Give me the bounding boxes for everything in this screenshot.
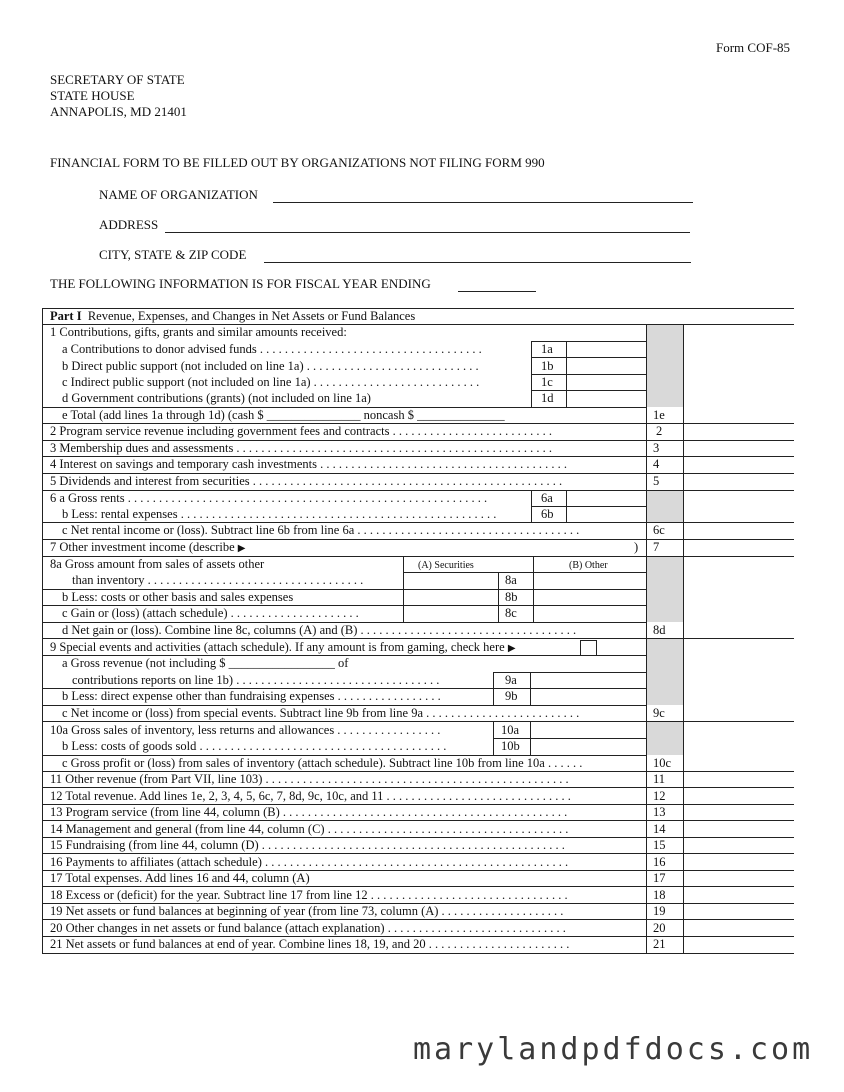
code-8a: 8a [505, 573, 517, 587]
col-header-other: (B) Other [569, 560, 608, 571]
row-10b: b Less: costs of goods sold . . . . . . . . . . . . . . . . . . . . . . . . . . . . . . . . . . . . . . . . [62, 739, 447, 753]
code-6a: 6a [541, 491, 553, 505]
code-9b: 9b [505, 689, 518, 703]
row-10a: 10a Gross sales of inventory, less returns and allowances . . . . . . . . . . . . . . . . . [50, 723, 441, 737]
row-15: 15 Fundraising (from line 44, column (D) . . . . . . . . . . . . . . . . . . . . . . . . . . . . . . . . . . . . . . . . . . . . . . . . . [50, 838, 565, 852]
gaming-checkbox[interactable] [580, 640, 597, 656]
row-20: 20 Other changes in net assets or fund balance (attach explanation) . . . . . . . . . . . . . . . . . . . . . . . . . . . . . [50, 921, 566, 935]
amount-9b[interactable] [531, 689, 646, 704]
code-1b: 1b [541, 359, 554, 373]
row-21: 21 Net assets or fund balances at end of year. Combine lines 18, 19, and 20 . . . . . . . . . . . . . . . . . . . . . . . [50, 937, 570, 951]
fiscal-label: THE FOLLOWING INFORMATION IS FOR FISCAL YEAR ENDING [50, 276, 431, 291]
row-9a: a Gross revenue (not including $ _________________ of [62, 656, 349, 670]
line-code-18: 18 [653, 888, 666, 902]
row-9b: b Less: direct expense other than fundraising expenses . . . . . . . . . . . . . . . . . [62, 689, 441, 703]
line-code-9c: 9c [653, 706, 665, 720]
row-1c: c Indirect public support (not included on line 1a) . . . . . . . . . . . . . . . . . . . . . . . . . . . [62, 375, 480, 389]
code-10b: 10b [501, 739, 520, 753]
fiscal-field[interactable] [458, 291, 536, 292]
row-8a: 8a Gross amount from sales of assets other [50, 557, 265, 571]
row-9-label: 9 Special events and activities (attach schedule). If any amount is from gaming, check here [50, 640, 505, 654]
line-code-13: 13 [653, 805, 666, 819]
row-11: 11 Other revenue (from Part VII, line 103) . . . . . . . . . . . . . . . . . . . . . . . . . . . . . . . . . . . . . . . . . . . . . . . . . [50, 772, 569, 786]
code-1d: 1d [541, 391, 554, 405]
row-1d: d Government contributions (grants) (not included on line 1a) [62, 391, 371, 405]
line-code-19: 19 [653, 904, 666, 918]
arrow-right-icon: ▶ [507, 643, 516, 654]
col-header-securities: (A) Securities [418, 560, 474, 571]
part1-title: Revenue, Expenses, and Changes in Net Assets or Fund Balances [87, 309, 416, 323]
line-code-15: 15 [653, 838, 666, 852]
line-code-12: 12 [653, 789, 666, 803]
amount-6a[interactable] [567, 491, 646, 506]
code-10a: 10a [501, 723, 520, 737]
line-code-10c: 10c [653, 756, 672, 770]
row-6c: c Net rental income or (loss). Subtract line 6b from line 6a . . . . . . . . . . . . . . . . . . . . . . . . . . . . . . . . . . . . [62, 523, 580, 537]
row-7-label: 7 Other investment income (describe [50, 540, 235, 554]
row-5: 5 Dividends and interest from securities . . . . . . . . . . . . . . . . . . . . . . . . . . . . . . . . . . . . . . . . . . . . . . . . . . [50, 474, 563, 488]
row-1: 1 Contributions, gifts, grants and similar amounts received: [50, 325, 347, 339]
amount-1d[interactable] [567, 391, 646, 406]
line-code-8d: 8d [653, 623, 666, 637]
part1-label: Part I [50, 309, 82, 323]
address-label: ADDRESS [99, 217, 159, 232]
row-8a-cont: than inventory . . . . . . . . . . . . . . . . . . . . . . . . . . . . . . . . . . . [72, 573, 364, 587]
address-field[interactable] [165, 232, 690, 233]
address-line-3: ANNAPOLIS, MD 21401 [50, 104, 187, 119]
row-3: 3 Membership dues and assessments . . . . . . . . . . . . . . . . . . . . . . . . . . . . . . . . . . . . . . . . . . . . . . . . . . . [50, 441, 553, 455]
city-field[interactable] [264, 262, 691, 263]
city-label: CITY, STATE & ZIP CODE [99, 247, 247, 262]
part1-heading [50, 308, 415, 324]
line-code-11: 11 [653, 772, 666, 786]
line-code-3: 3 [653, 441, 660, 455]
line-code-7: 7 [653, 540, 660, 554]
code-6b: 6b [541, 507, 554, 521]
line-code-5: 5 [653, 474, 660, 488]
amount-1c[interactable] [567, 375, 646, 390]
line-code-2: 2 [656, 424, 663, 438]
row-7 [50, 539, 246, 557]
amount-8a-other[interactable] [534, 573, 646, 588]
line-code-1e: 1e [653, 408, 665, 422]
row-7-close: ) [634, 540, 639, 554]
row-6a: 6 a Gross rents . . . . . . . . . . . . . . . . . . . . . . . . . . . . . . . . . . . . . . . . . . . . . . . . . . . . . . . . . . [50, 491, 488, 505]
row-10c: c Gross profit or (loss) from sales of inventory (attach schedule). Subtract line 10b from line 10a . . . . . . [62, 756, 583, 770]
code-9a: 9a [505, 673, 517, 687]
form-id: Form COF-85 [716, 40, 791, 55]
line-code-20: 20 [653, 921, 666, 935]
amount-8a-securities[interactable] [404, 573, 498, 588]
row-9a-cont: contributions reports on line 1b) . . . . . . . . . . . . . . . . . . . . . . . . . . . . . . . . . [72, 673, 440, 687]
row-4: 4 Interest on savings and temporary cash investments . . . . . . . . . . . . . . . . . . . . . . . . . . . . . . . . . . . . . . . . [50, 457, 567, 471]
code-1c: 1c [541, 375, 553, 389]
line-code-21: 21 [653, 937, 666, 951]
line-code-4: 4 [653, 457, 660, 471]
amount-10a[interactable] [531, 723, 646, 738]
code-1a: 1a [541, 342, 553, 356]
arrow-right-icon: ▶ [237, 543, 246, 554]
line-code-6c: 6c [653, 523, 665, 537]
row-13: 13 Program service (from line 44, column (B) . . . . . . . . . . . . . . . . . . . . . . . . . . . . . . . . . . . . . . . . . . . . . . [50, 805, 568, 819]
line-code-14: 14 [653, 822, 666, 836]
row-1b: b Direct public support (not included on line 1a) . . . . . . . . . . . . . . . . . . . . . . . . . . . . [62, 359, 479, 373]
row-8b: b Less: costs or other basis and sales expenses [62, 590, 294, 604]
form-title: FINANCIAL FORM TO BE FILLED OUT BY ORGANIZATIONS NOT FILING FORM 990 [50, 155, 545, 170]
address-line-2: STATE HOUSE [50, 88, 135, 103]
row-2: 2 Program service revenue including government fees and contracts . . . . . . . . . . . . . . . . . . . . . . . . . . [50, 424, 552, 438]
amount-1a[interactable] [567, 342, 646, 357]
row-19: 19 Net assets or fund balances at beginning of year (from line 73, column (A) . . . . . . . . . . . . . . . . . . . . [50, 904, 564, 918]
line-code-17: 17 [653, 871, 666, 885]
org-name-label: NAME OF ORGANIZATION [99, 187, 258, 202]
line-code-16: 16 [653, 855, 666, 869]
address-line-1: SECRETARY OF STATE [50, 72, 185, 87]
row-1a: a Contributions to donor advised funds . . . . . . . . . . . . . . . . . . . . . . . . . . . . . . . . . . . . [62, 342, 482, 356]
row-9c: c Net income or (loss) from special events. Subtract line 9b from line 9a . . . . . . . . . . . . . . . . . . . . . . . . . [62, 706, 580, 720]
code-8c: 8c [505, 606, 517, 620]
amount-6b[interactable] [567, 507, 646, 522]
org-name-field[interactable] [273, 202, 693, 203]
code-8b: 8b [505, 590, 518, 604]
watermark: marylandpdfdocs.com [413, 1032, 814, 1067]
row-18: 18 Excess or (deficit) for the year. Subtract line 17 from line 12 . . . . . . . . . . . . . . . . . . . . . . . . . . . . . . . . [50, 888, 568, 902]
row-16: 16 Payments to affiliates (attach schedule) . . . . . . . . . . . . . . . . . . . . . . . . . . . . . . . . . . . . . . . . . . . . . . . . . [50, 855, 569, 869]
row-8c: c Gain or (loss) (attach schedule) . . . . . . . . . . . . . . . . . . . . . [62, 606, 359, 620]
amount-10b[interactable] [531, 739, 646, 754]
row-17: 17 Total expenses. Add lines 16 and 44, column (A) [50, 871, 310, 885]
amount-1b[interactable] [567, 358, 646, 373]
row-6b: b Less: rental expenses . . . . . . . . . . . . . . . . . . . . . . . . . . . . . . . . . . . . . . . . . . . . . . . . . . . [62, 507, 497, 521]
amount-9a[interactable] [531, 673, 646, 688]
row-1e: e Total (add lines 1a through 1d) (cash $ _______________ noncash $ ______________ [62, 408, 505, 422]
row-8d: d Net gain or (loss). Combine line 8c, columns (A) and (B) . . . . . . . . . . . . . . . . . . . . . . . . . . . . . . . . . . . [62, 623, 577, 637]
row-14: 14 Management and general (from line 44, column (C) . . . . . . . . . . . . . . . . . . . . . . . . . . . . . . . . . . . . . . . [50, 822, 569, 836]
row-12: 12 Total revenue. Add lines 1e, 2, 3, 4, 5, 6c, 7, 8d, 9c, 10c, and 11 . . . . . . . . . . . . . . . . . . . . . . . . . . . . . . [50, 789, 571, 803]
